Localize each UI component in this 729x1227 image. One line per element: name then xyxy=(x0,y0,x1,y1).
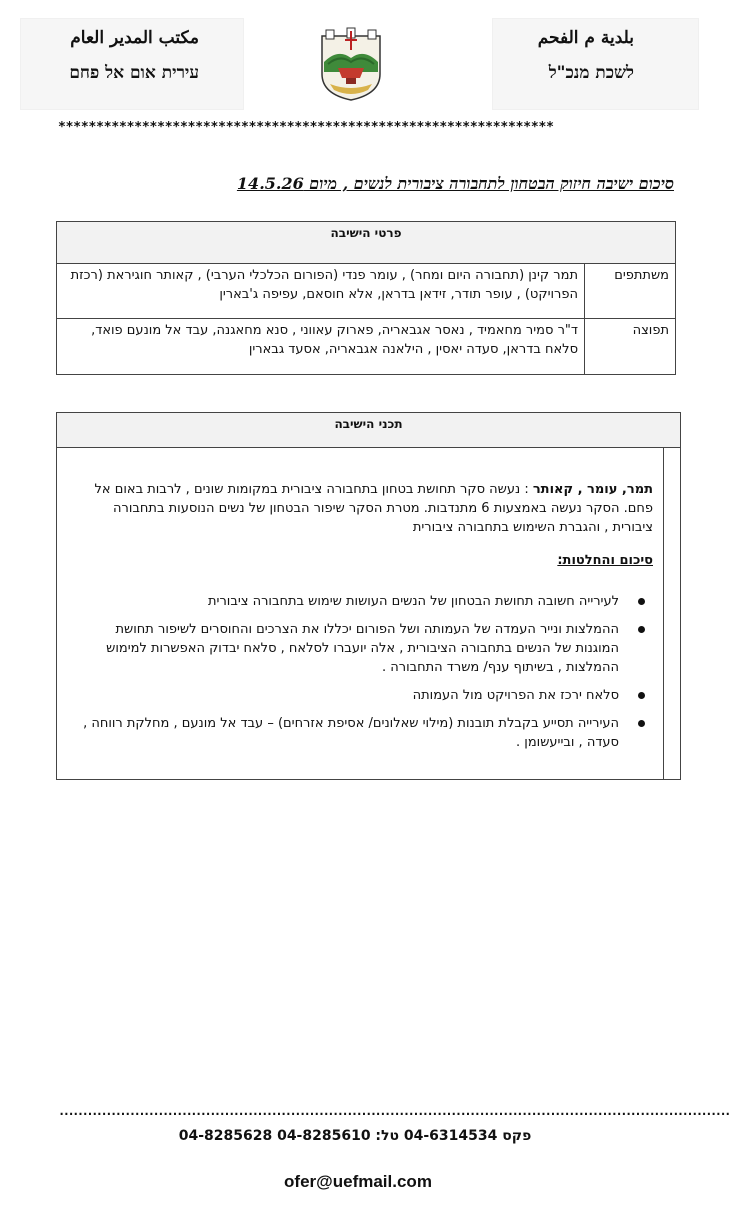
decision-text: סלאח ירכז את הפרויקט מול העמותה xyxy=(412,688,619,703)
table-row xyxy=(57,319,676,375)
meeting-content-table xyxy=(56,412,681,780)
meeting-details-table xyxy=(56,221,676,375)
meeting-content-header: תכני הישיבה xyxy=(57,413,681,448)
list-item xyxy=(77,714,653,752)
document-title: סיכום ישיבה חיזוק הבטחון לתחבורה ציבורית לנשים , מיום 14.5.26 xyxy=(236,174,674,193)
bullet-icon xyxy=(638,626,645,633)
letterhead-left-block xyxy=(20,18,244,110)
letterhead-right-block xyxy=(492,18,699,110)
letterhead-left-line2: עירית אום אל פחם xyxy=(69,63,199,83)
decision-text: ההמלצות ונייר העמדה של העמותה ושל הפורום יכללו את הצרכים והחוסרים לשיפור תחושת המוגנות של הנשים בתחבורה הציבורית , אלה יועברו לסלאח , סלאח יבדוק האפשרות למימוש ההמלצות , בשיתוף ענף/ משרד התחבורה . xyxy=(106,622,619,675)
dotted-divider: .............................................................................................................................................. xyxy=(58,1104,729,1118)
decisions-list xyxy=(77,592,653,752)
list-item xyxy=(77,686,653,705)
participants-value: תמר קינן (תחבורה היום ומחר) , עומר פנדי (הפורום הכלכלי הערבי) , קאותר חוגיראת (רכזת הפרויקט) , עופר תודר, זידאן בדראן, אלא חוסאם, עפיפה ג'בארין xyxy=(57,264,585,319)
bullet-icon xyxy=(638,720,645,727)
bullet-icon xyxy=(638,692,645,699)
decision-text: העירייה תסייע בקבלת תובנות (מילוי שאלונים/ אסיפת אזרחים) – עבד אל מונעם , מחלקת רווחה , סעדה , ובייעשומן . xyxy=(83,716,619,750)
municipality-seal-icon xyxy=(318,28,384,102)
star-divider: ***************************************************************** xyxy=(58,120,554,135)
footer-email: ofer@uefmail.com xyxy=(284,1172,432,1191)
footer-phones: פקס 04-6314534 טל: 04-8285610 04-8285628 xyxy=(178,1128,532,1144)
list-item xyxy=(77,620,653,677)
decision-text: לעירייה חשובה תחושת הבטחון של הנשים העושות שימוש בתחבורה ציבורית xyxy=(208,594,619,609)
distribution-value: ד"ר סמיר מחאמיד , נאסר אגבאריה, פארוק עאווני , סנא מחאגנה, עבד אל מונעם פואד, סלאח בדראן, סעדה יאסין , הילאנה אגבאריה, אסעד גבארין xyxy=(57,319,585,375)
decisions-title: סיכום והחלטות: xyxy=(557,553,653,568)
meeting-content-body xyxy=(57,448,664,780)
participants-label: משתתפים xyxy=(585,264,676,319)
letterhead-left-line1: مكتب المدير العام xyxy=(70,28,199,48)
distribution-label: תפוצה xyxy=(585,319,676,375)
table-row xyxy=(57,264,676,319)
intro-separator: : xyxy=(520,482,533,497)
list-item xyxy=(77,592,653,611)
letterhead-right-line2: לשכת מנכ"ל xyxy=(548,63,634,83)
intro-paragraph xyxy=(77,480,653,537)
meeting-details-header: פרטי הישיבה xyxy=(57,222,676,264)
intro-text: נעשה סקר תחושת בטחון בתחבורה ציבורית במקומות שונים , לרבות באום אל פחם. הסקר נעשה באמצעות 6 מתנדבות. מטרת הסקר שיפור הבטחון של נשים הנוסעות בתחבורה ציבורית , והגברת השימוש בתחבורה ציבורית xyxy=(94,482,653,535)
intro-names: תמר, עומר , קאותר xyxy=(532,482,653,497)
letterhead-right-line1: بلدية م الفحم xyxy=(537,28,634,48)
content-side-strip xyxy=(664,448,681,780)
bullet-icon xyxy=(638,598,645,605)
